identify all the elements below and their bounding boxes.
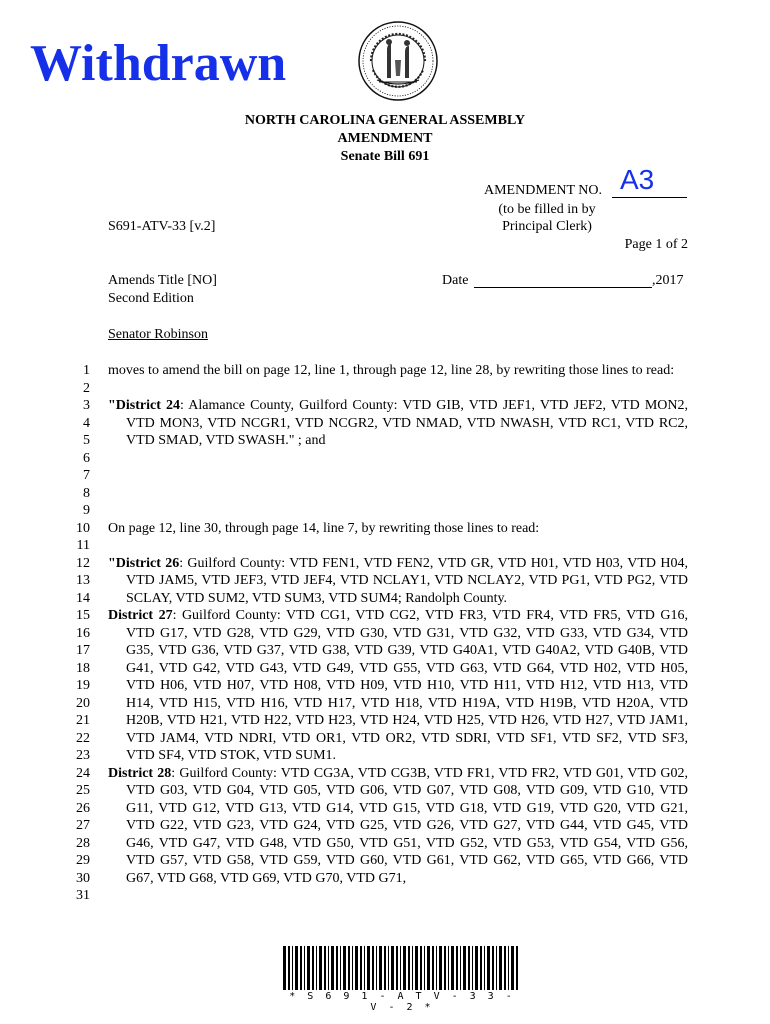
line-number: 31	[76, 888, 90, 904]
amends-title: Amends Title [NO]	[108, 273, 217, 288]
district-text: : Guilford County: VTD FEN1, VTD FEN2, VTD GR, VTD H01, VTD H03, VTD H04, VTD JAM5, VTD JEF3, VTD JEF4, VTD NCLAY1, VTD NCLAY2, VTD PG1, VTD PG2, VTD SCLAY, VTD SUM2, VTD SUM3, VTD SUM4; Randolph County.	[126, 555, 688, 606]
bill-heading: Senate Bill 691	[340, 149, 430, 164]
district-24-paragraph	[108, 397, 688, 450]
date-label: Date	[442, 273, 469, 288]
line-number: 6	[83, 450, 90, 466]
body-paragraph: On page 12, line 30, through page 14, line 7, by rewriting those lines to read:	[108, 520, 540, 536]
line-number: 25	[76, 783, 90, 799]
district-text: : Guilford County: VTD CG1, VTD CG2, VTD FR3, VTD FR4, VTD FR5, VTD G16, VTD G17, VTD G28, VTD G29, VTD G30, VTD G31, VTD G32, VTD G33, VTD G34, VTD G35, VTD G36, VTD G37, VTD G38, VTD G39, VTD G40A1, VTD G40A2, VTD G40B, VTD G41, VTD G42, VTD G43, VTD G49, VTD G55, VTD G63, VTD G64, VTD H02, VTD H05, VTD H06, VTD H07, VTD H08, VTD H09, VTD H10, VTD H11, VTD H12, VTD H13, VTD H14, VTD H15, VTD H16, VTD H17, VTD H18, VTD H19A, VTD H19B, VTD H20A, VTD H20B, VTD H21, VTD H22, VTD H23, VTD H24, VTD H25, VTD H26, VTD H27, VTD JAM1, VTD JAM4, VTD NDRI, VTD OR1, VTD OR2, VTD SDRI, VTD SF1, VTD SF2, VTD SF3, VTD SF4, VTD STOK, VTD SUM1.	[126, 608, 689, 764]
state-seal-icon	[357, 20, 439, 102]
line-number: 15	[76, 608, 90, 624]
line-number: 23	[76, 748, 90, 764]
line-number: 21	[76, 713, 90, 729]
line-number: 26	[76, 800, 90, 816]
clerk-note-line2: Principal Clerk)	[502, 219, 592, 234]
withdrawn-stamp: Withdrawn	[30, 35, 287, 92]
line-number: 24	[76, 765, 90, 781]
district-text: : Alamance County, Guilford County: VTD GIB, VTD JEF1, VTD JEF2, VTD MON2, VTD MON3, VTD NCGR1, VTD NCGR2, VTD NMAD, VTD NWASH, VTD RC1, VTD RC2, VTD SMAD, VTD SWASH." ; and	[126, 398, 688, 449]
amendment-heading: AMENDMENT	[337, 131, 433, 146]
line-number: 30	[76, 870, 90, 886]
line-number: 17	[76, 643, 90, 659]
edition: Second Edition	[108, 291, 194, 306]
body-paragraph: moves to amend the bill on page 12, line 1, through page 12, line 28, by rewriting those lines to read:	[108, 363, 675, 378]
amendment-body	[108, 362, 688, 887]
barcode-icon	[283, 946, 521, 990]
line-number: 13	[76, 573, 90, 589]
line-number: 1	[83, 363, 90, 378]
date-underline	[474, 287, 652, 288]
district-28-paragraph	[108, 765, 688, 888]
barcode-text: * S 6 9 1 - A T V - 3 3 - V - 2 *	[289, 991, 515, 1013]
line-number: 20	[76, 695, 90, 711]
assembly-heading: NORTH CAROLINA GENERAL ASSEMBLY	[244, 113, 526, 128]
line-number: 9	[83, 503, 90, 519]
district-26-paragraph	[108, 555, 688, 608]
line-number: 28	[76, 835, 90, 851]
amendment-no-underline	[612, 197, 687, 198]
district-label: "District 24	[108, 398, 180, 414]
line-number: 2	[83, 380, 90, 396]
amendment-no-value: A3	[620, 164, 655, 195]
line-number: 16	[76, 625, 90, 641]
line-number: 14	[76, 590, 90, 606]
line-number: 5	[83, 433, 90, 449]
district-label: "District 26	[108, 555, 180, 571]
district-27-paragraph	[108, 607, 688, 765]
page-number: Page 1 of 2	[624, 237, 688, 252]
line-number: 19	[76, 678, 90, 694]
line-number: 18	[76, 660, 90, 676]
line-number: 29	[76, 853, 90, 869]
district-label: District 28	[108, 765, 172, 781]
line-number: 4	[83, 415, 90, 431]
line-number: 12	[76, 555, 90, 571]
clerk-note-line1: (to be filled in by	[498, 202, 596, 217]
line-number: 11	[76, 538, 90, 554]
line-number: 22	[76, 730, 90, 746]
district-label: District 27	[108, 608, 173, 624]
line-number: 7	[83, 468, 90, 484]
line-number: 27	[76, 818, 90, 834]
sponsor-name: Senator Robinson	[108, 327, 208, 342]
district-text: : Guilford County: VTD CG3A, VTD CG3B, VTD FR1, VTD FR2, VTD G01, VTD G02, VTD G03, VTD G04, VTD G05, VTD G06, VTD G07, VTD G08, VTD G09, VTD G10, VTD G11, VTD G12, VTD G13, VTD G14, VTD G15, VTD G18, VTD G19, VTD G20, VTD G21, VTD G22, VTD G23, VTD G24, VTD G25, VTD G26, VTD G27, VTD G44, VTD G45, VTD G46, VTD G47, VTD G48, VTD G50, VTD G51, VTD G52, VTD G53, VTD G54, VTD G56, VTD G57, VTD G58, VTD G59, VTD G60, VTD G61, VTD G62, VTD G65, VTD G66, VTD G67, VTD G68, VTD G69, VTD G70, VTD G71,	[126, 765, 688, 886]
line-number: 3	[83, 398, 90, 414]
date-year: ,2017	[652, 273, 684, 288]
amendment-no-label: AMENDMENT NO.	[484, 183, 602, 198]
line-number: 8	[83, 485, 90, 501]
line-number: 10	[76, 520, 90, 536]
bill-version: S691-ATV-33 [v.2]	[108, 219, 216, 234]
line-numbers	[66, 362, 90, 905]
